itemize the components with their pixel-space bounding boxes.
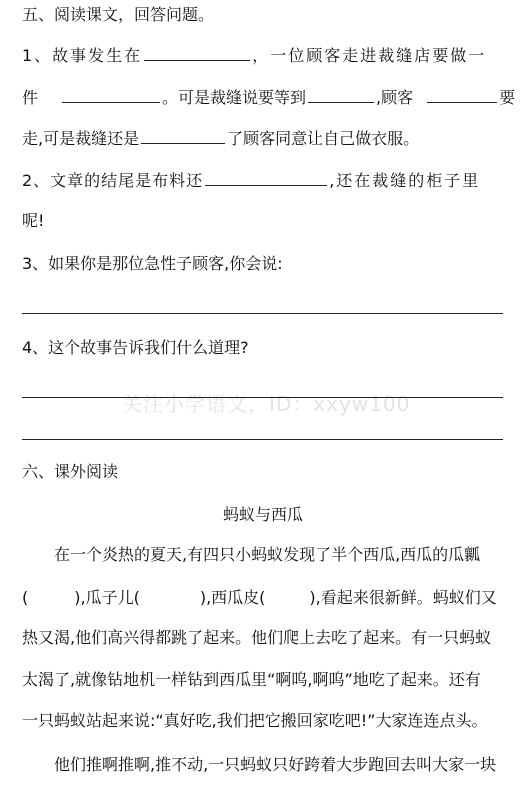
story-text-rind: ),西瓜皮( xyxy=(199,588,266,607)
story-line-4: 太渴了,就像钻地机一样钻到西瓜里“啊呜,啊呜”地吃了起来。还有 xyxy=(22,670,481,689)
q2-line1 xyxy=(22,169,508,192)
q1-text-1: 1、故事发生在 xyxy=(22,46,143,65)
story-line-1: 在一个炎热的夏天,有四只小蚂蚁发现了半个西瓜,西瓜的瓜瓤 xyxy=(54,545,481,564)
story-line-5: 一只蚂蚁站起来说:“真好吃,我们把它搬回家吃吧!”大家连连点头。 xyxy=(22,711,488,730)
story-line-3: 热又渴,他们高兴得都跳了起来。他们爬上去吃了起来。有一只蚂蚁 xyxy=(22,628,492,647)
story-line-2 xyxy=(22,587,508,609)
section5-heading: 五、阅读课文，回答问题。 xyxy=(22,5,215,24)
story-text-fresh: ),看起来很新鲜。蚂蚁们又 xyxy=(309,588,497,607)
q1-text-7: 走,可是裁缝还是 xyxy=(22,129,140,148)
q1-blank-place[interactable] xyxy=(144,44,250,61)
q1-blank-action[interactable] xyxy=(427,86,497,103)
watermark: 关注小学语文，ID：xxyw100 xyxy=(122,392,411,416)
q1-blank-item[interactable] xyxy=(62,86,160,103)
section6-heading: 六、课外阅读 xyxy=(22,462,119,481)
story-title: 蚂蚁与西瓜 xyxy=(222,505,303,524)
q1-text-8: 了顾客同意让自己做衣服。 xyxy=(227,129,420,148)
q1-blank-persuade[interactable] xyxy=(141,127,225,144)
q1-text-6: 要 xyxy=(499,88,516,107)
q4-prompt: 4、这个故事告诉我们什么道理? xyxy=(22,338,249,357)
q4-answer-line-1[interactable] xyxy=(22,397,503,398)
q1-line2 xyxy=(22,86,516,109)
q1-line3 xyxy=(22,127,508,150)
q2-blank[interactable] xyxy=(205,169,327,186)
q3-prompt: 3、如果你是那位急性子顾客,你会说: xyxy=(22,254,283,273)
q1-text-2: ，一位顾客走进裁缝店要做一 xyxy=(252,46,487,65)
q4-answer-line-2[interactable] xyxy=(22,439,503,440)
q2-line2: 呢! xyxy=(22,211,45,230)
q3-answer-line[interactable] xyxy=(22,313,503,314)
q1-text-5: ,顾客 xyxy=(376,88,414,107)
story-text-seeds: ),瓜子儿( xyxy=(74,588,140,607)
q2-text-1: 2、文章的结尾是布料还 xyxy=(22,171,204,190)
story-line-6: 他们推啊推啊,推不动,一只蚂蚁只好跨着大步跑回去叫大家一块 xyxy=(54,755,497,774)
q1-text-4: 。可是裁缝说要等到 xyxy=(162,88,307,107)
q1-text-3: 件 xyxy=(22,88,39,107)
q1-blank-time[interactable] xyxy=(308,86,374,103)
paren-open-1: ( xyxy=(22,588,29,607)
q2-text-2: ,还在裁缝的柜子里 xyxy=(329,171,481,190)
q1-line1 xyxy=(22,44,508,67)
